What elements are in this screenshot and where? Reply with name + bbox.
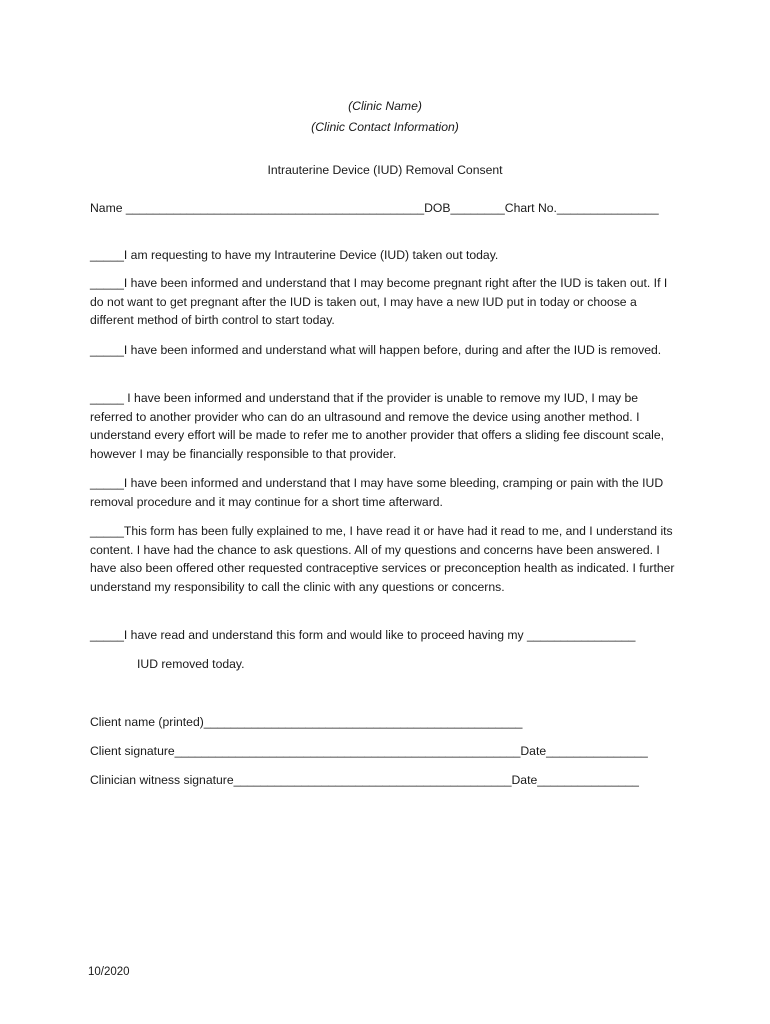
statement-referral[interactable]: _____ I have been informed and understand that if the provider is unable to remove my IUD, I may be referred to another provider who can do an ultrasound and remove the device using another method. I understand every effort will be made to refer me to another provider that offers a sliding fee discount scale, however I may be financially responsible to that provider. [90, 391, 665, 461]
statement-procedure[interactable]: _____I have been informed and understand what will happen before, during and after the IUD is removed. [90, 343, 662, 357]
statement-understanding[interactable]: _____This form has been fully explained to me, I have read it or have had it read to me, and I understand its content. I have had the chance to ask questions. All of my questions and concerns have been answered. I have also been offered other requested contraceptive services or preconception health as indicated. I further understand my responsibility to call the clinic with any questions or concerns. [90, 524, 675, 594]
statement-request[interactable]: _____I am requesting to have my Intrauterine Device (IUD) taken out today. [90, 248, 499, 262]
client-signature-line[interactable]: Client signature___________________________________________________Date_______________ [90, 744, 648, 758]
statement-side-effects[interactable]: _____I have been informed and understand that I may have some bleeding, cramping or pain with the IUD removal procedure and it may continue for a short time afterward. [90, 476, 664, 509]
client-name-printed-line[interactable]: Client name (printed)_______________________________________________ [90, 715, 523, 729]
patient-info-line[interactable]: Name ____________________________________________DOB________Chart No._______________ [90, 201, 659, 215]
clinic-contact-information: (Clinic Contact Information) [311, 120, 459, 134]
clinic-name: (Clinic Name) [348, 99, 422, 113]
form-title: Intrauterine Device (IUD) Removal Consent [267, 163, 503, 177]
clinician-witness-signature-line[interactable]: Clinician witness signature_________________________________________Date_______________ [90, 773, 639, 787]
revision-date: 10/2020 [88, 966, 130, 978]
statement-proceed[interactable]: _____I have read and understand this form and would like to proceed having my ________________ [90, 628, 636, 642]
statement-pregnancy[interactable]: _____I have been informed and understand that I may become pregnant right after the IUD is taken out. If I do not want to get pregnant after the IUD is taken out, I may have a new IUD put in today or choose a different method of birth control to start today. [90, 276, 668, 328]
statement-proceed-continuation: IUD removed today. [137, 657, 245, 671]
